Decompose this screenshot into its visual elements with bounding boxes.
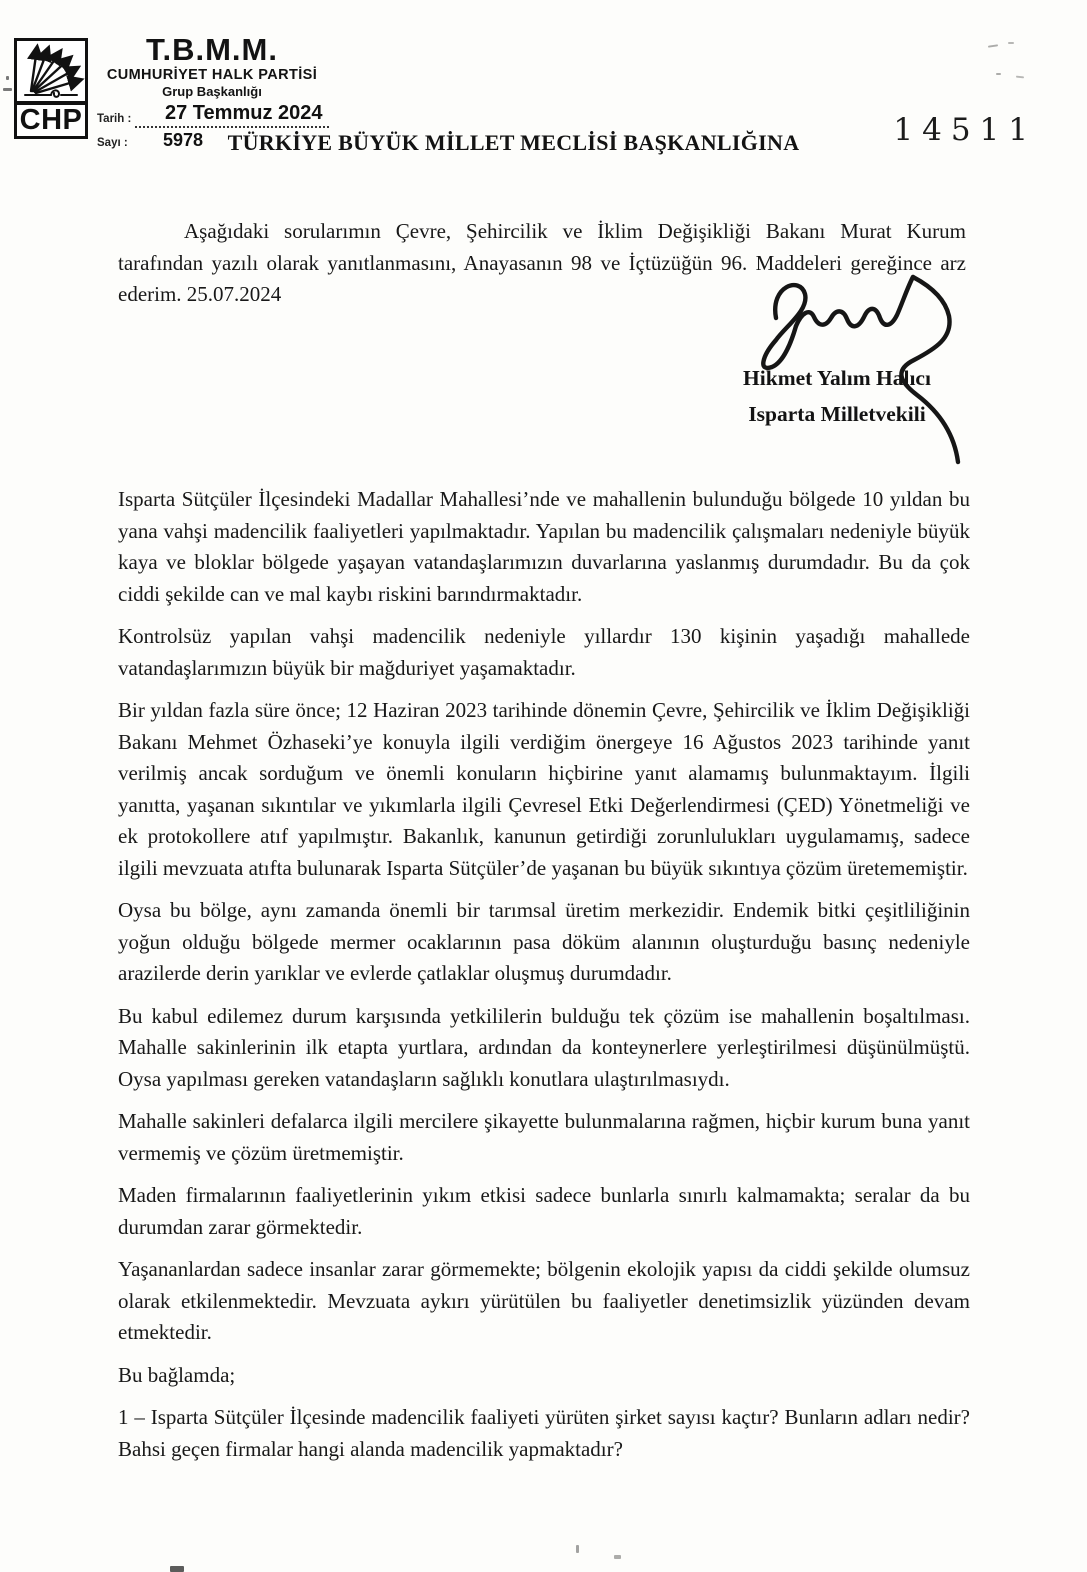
body-paragraph: 1 – Isparta Sütçüler İlçesinde madencilik faaliyeti yürüten şirket sayısı kaçtır? Bunların adları nedir? Bahsi geçen firmalar hangi alanda madencilik yapmaktadır?: [118, 1405, 970, 1461]
document-title: TÜRKİYE BÜYÜK MİLLET MECLİSİ BAŞKANLIĞINA: [227, 130, 800, 155]
scan-artifact: [1016, 76, 1024, 79]
body-paragraph: Mahalle sakinleri defalarca ilgili mercilere şikayette bulunmalarına rağmen, hiçbir kurum buna yanıt vermemiş ve çözüm üretmemiştir.: [118, 1109, 970, 1165]
body-paragraph: Kontrolsüz yapılan vahşi madencilik nedeniyle yıllardır 130 kişinin yaşadığı mahallede vatandaşlarımızın büyük bir mağduriyet yaşamaktadır.: [118, 624, 970, 680]
date-value: 27 Temmuz 2024: [163, 102, 329, 128]
office-name: Grup Başkanlığı: [162, 84, 262, 99]
body-paragraph: Isparta Sütçüler İlçesindeki Madallar Mahallesi’nde ve mahallenin bulunduğu bölgede 10 yıldan bu yana vahşi madencilik faaliyetleri yapılmaktadır. Yapılan bu madencilik çalışmaları nedeniyle büyük kaya ve bloklar bölgede yaşayan vatandaşlarımızın duvarlarına yaslanmış durumdadır. Bu da çok ciddi şekilde can ve mal kaybı riskini barındırmaktadır.: [118, 487, 970, 606]
body-paragraph: Yaşananlardan sadece insanlar zarar görmemekte; bölgenin ekolojik yapısı da ciddi şekilde olumsuz olarak etkilenmektedir. Mevzuata aykırı yürütülen bu faaliyetler denetimsizlik yüzünden devam etmektedir.: [118, 1257, 970, 1344]
letterhead-org-block: [92, 34, 332, 99]
scan-artifact: [1008, 42, 1014, 44]
scan-artifact: [996, 73, 1001, 75]
number-value: 5978: [163, 130, 204, 150]
body-paragraph: Bu kabul edilemez durum karşısında yetkililerin bulduğu tek çözüm ise mahallenin boşaltılması. Mahalle sakinlerinin ilk etapta yurtlara, ardından da konteynerlere yerleştirilmesi düşünülmüştü. Oysa yapılması gereken vatandaşların sağlıklı konutlara ulaştırılmasıydı.: [118, 1003, 970, 1091]
registry-stamp-number: 14511: [893, 112, 1037, 148]
chp-acronym-label: CHP: [14, 103, 88, 139]
letter-body: [118, 484, 970, 1476]
party-name: CUMHURİYET HALK PARTİSİ: [106, 67, 318, 83]
scan-artifact: [6, 76, 9, 80]
body-paragraph: Bu bağlamda;: [118, 1362, 236, 1387]
dotted-leader: [135, 108, 161, 128]
signature-block: [727, 360, 947, 432]
body-paragraph: Maden firmalarının faaliyetlerinin yıkım etkisi sadece bunlarla sınırlı kalmamakta; seralar da bu durumdan zarar görmektedir.: [118, 1183, 970, 1239]
date-label: Tarih :: [97, 113, 132, 125]
scan-artifact: [614, 1555, 621, 1559]
signer-role: Isparta Milletvekili: [748, 402, 926, 426]
assembly-name: T.B.M.M.: [146, 32, 278, 67]
scan-artifact: [3, 88, 12, 91]
number-label: Sayı :: [97, 137, 128, 149]
scan-artifact: [576, 1545, 579, 1553]
date-row: [97, 102, 329, 128]
scan-artifact: [170, 1566, 184, 1572]
six-arrows-icon: [14, 38, 88, 104]
body-paragraph: Bir yıldan fazla süre önce; 12 Haziran 2023 tarihinde dönemin Çevre, Şehircilik ve İklim Değişikliği Bakanı Mehmet Özhaseki’ye konuyla ilgili verdiğim önergeye 16 Ağustos 2023 tarihinde yanıt verilmiş ancak sorduğum ve önemli konuların hiçbirine yanıt alamamış bulunmaktayım. İlgili yanıtta, yaşanan sıkıntılar ve yıkımlarla ilgili Çevresel Etki Değerlendirmesi (ÇED) Yönetmeliği ve ek protokollere atıf yapılmıştır. Bakanlık, kanunun getirdiği zorunlulukları uygulamamış, sadece ilgili mevzuata atıfta bulunarak Isparta Sütçüler’de yaşanan bu büyük sıkıntıya çözüm üretememiştir.: [118, 698, 970, 880]
intro-paragraph: Aşağıdaki sorularımın Çevre, Şehircilik ve İklim Değişikliği Bakanı Murat Kurum tarafından yazılı olarak yanıtlanmasını, Anayasanın 98 ve İçtüzüğün 96. Maddeleri gereğince arz ederim. 25.07.2024: [118, 219, 966, 306]
scan-artifact: [988, 44, 998, 47]
body-paragraph: Oysa bu bölge, aynı zamanda önemli bir tarımsal üretim merkezidir. Endemik bitki çeşitliliğinin yoğun olduğu bölgede mermer ocaklarının pasa döküm alanının oluşturduğu basınç nedeniyle arazilerde derin yarıklar ve evlerde çatlaklar oluşmuş durumdadır.: [118, 898, 970, 985]
signer-name: Hikmet Yalım Halıcı: [743, 366, 931, 390]
chp-logo: [14, 38, 88, 139]
